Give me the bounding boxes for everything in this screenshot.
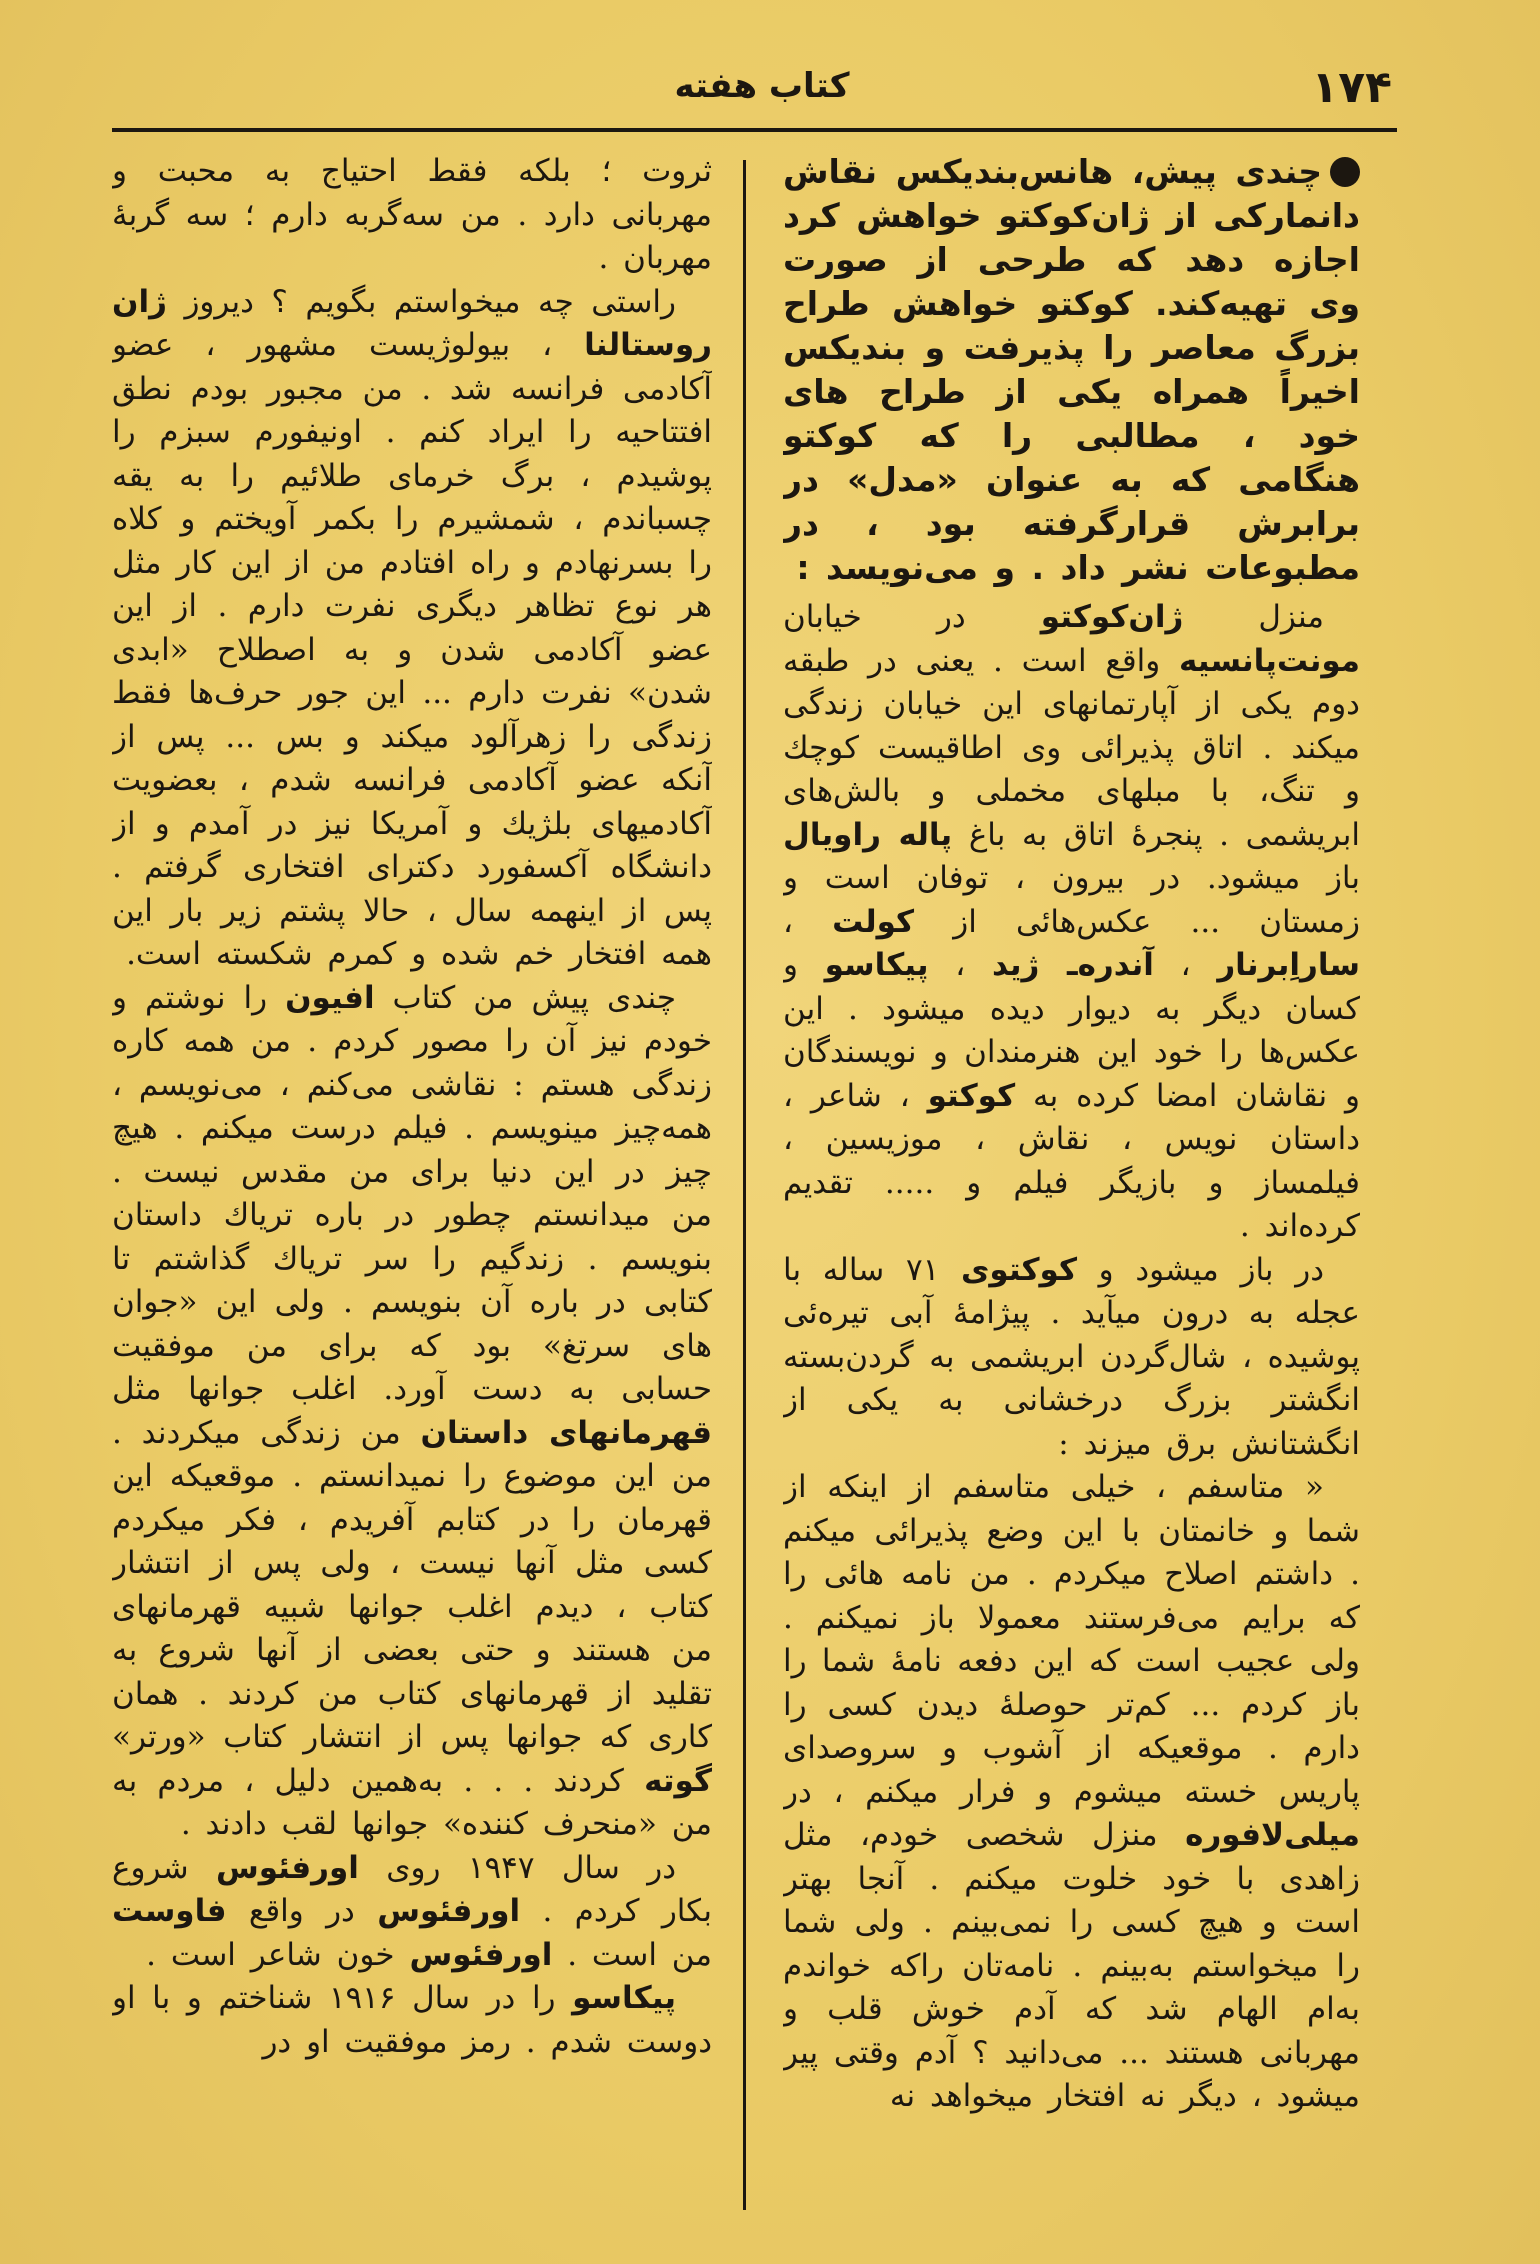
bold-name: فاوست <box>112 1893 227 1929</box>
bold-name: کوکتوی <box>960 1251 1077 1288</box>
paragraph: منزل ژان‌کوکتو در خیابان مونت‌پانسیه واقع است . یعنی در طبقه دوم یکی از آپارتمانهای این خیابان زندگی میکند . اتاق پذیرائی وی اطاقیست کوچك و تنگ، با مبلهای مخملی و بالش‌های ابریشمی . پنجرهٔ اتاق به باغ پاله راویال باز میشود. در بیرون ، توفان است و زمستان ... عکس‌هائی از کولت ، ساراِبرنار ، آندره‌ـ ژید ، پیکاسو و کسان دیگر به دیوار دیده میشود . این عکس‌ها را خود این هنرمندان و نویسندگان و نقاشان امضا کرده به کوکتو ، شاعر ، داستان نویس ، نقاش ، موزیسین ، فیلمساز و بازیگر فیلم و ..... تقدیم کرده‌اند . <box>783 599 1360 1244</box>
bold-name: افیون <box>285 979 375 1016</box>
lead-paragraph <box>783 150 1360 590</box>
paragraph: « متاسفم ، خیلی متاسفم از اینکه از شما و خانمتان با این وضع پذیرائی میکنم . داشتم اصلاح میکردم . من نامه هائی را که برایم می‌فرستند معمولا باز نمیکنم . ولی عجیب است که این دفعه نامهٔ شما را باز کردم ... کم‌تر حوصلهٔ دیدن کسی را دارم . موقعیکه از آشوب و سروصدای پاریس خسته میشوم و فرار میکنم ، در میلی‌لافوره منزل شخصی خودم، مثل زاهدی با خود خلوت میکنم . آنجا بهتر است و هیچ کسی را نمی‌بینم . ولی شما را میخواستم به‌بینم . نامه‌تان راکه خواندم به‌ام الهام شد که آدم خوش قلب و مهربانی هستند ... می‌دانید ؟ آدم وقتی پیر میشود ، دیگر نه افتخار میخواهد نه <box>783 1469 1360 2114</box>
paragraph: ثروت ؛ بلکه فقط احتیاج به محبت و مهربانی دارد . من سه‌گربه دارم ؛ سه گربهٔ مهربان . <box>112 153 712 276</box>
page-number: ۱۷۴ <box>1311 62 1392 113</box>
paragraph: راستی چه میخواستم بگویم ؟ دیروز ژان روستالنا ، بیولوژیست مشهور ، عضو آکادمی فرانسه شد . من مجبور بودم نطق افتتاحیه را ایراد کنم . اونیفورم سبزم را پوشیدم ، برگ خرمای طلائیم را به یقه چسباندم ، شمشیرم را بکمر آویختم و کلاه را بسرنهادم و راه افتادم من از این کار مثل هر نوع تظاهر دیگری نفرت دارم . از این عضو آکادمی شدن و به اصطلاح «ابدی شدن» نفرت دارم ... این جور حرف‌ها فقط زندگی را زهرآلود میکند و بس ... پس از آنکه عضو آکادمی فرانسه شدم ، بعضویت آکادمیهای بلژیك و آمریکا نیز در آمدم و از دانشگاه آکسفورد دکترای افتخاری گرفتم . پس از اینهمه سال ، حالا پشتم زیر بار این همه افتخار خم شده و کمرم شکسته است. <box>112 283 712 972</box>
bold-name: اورفئوس <box>215 1849 359 1886</box>
column-divider <box>743 160 746 2210</box>
bold-name: مونت‌پانسیه <box>1178 642 1360 679</box>
bold-name: کولت <box>832 903 915 940</box>
left-column <box>112 150 712 2230</box>
header-rule <box>112 128 1397 132</box>
bold-name: ژان‌کوکتو <box>1040 599 1184 635</box>
bullet-icon <box>1330 157 1360 187</box>
bold-name: پیکاسو <box>824 947 929 983</box>
paragraph: در سال ۱۹۴۷ روی اورفئوس شروع بکار کردم . اورفئوس در واقع فاوست من است . اورفئوس خون شاعر است . <box>112 1849 712 1973</box>
bold-name: ژان روستالنا <box>112 283 712 363</box>
page-header <box>112 58 1412 138</box>
paragraph: چندی پیش من کتاب افیون را نوشتم و خودم نیز آن را مصور کردم . من همه کاره زندگی هستم : نقاشی می‌کنم ، می‌نویسم ، همه‌چیز مینویسم . فیلم درست میکنم . هیچ چیز در این دنیا برای من مقدس نیست . من میدانستم چطور در باره تریاك داستان بنویسم . زندگیم را سر تریاك گذاشتم تا کتابی در باره آن بنویسم . ولی این «جوان های سرتغ» بود که برای من موفقیت حسابی به دست آورد. اغلب جوانها مثل قهرمانهای داستان من زندگی میکردند . من این موضوع را نمیدانستم . موقعیکه این قهرمان را در کتابم آفریدم ، فکر میکردم کسی مثل آنها نیست ، ولی پس از انتشار کتاب ، دیدم اغلب جوانها شبیه قهرمانهای من هستند و حتی بعضی از آنها شروع به تقلید از قهرمانهای کتاب من کردند . همان کاری که جوانها پس از انتشار کتاب «ورتر» گوته کردند . . . به‌همین دلیل ، مردم به من «منحرف کننده» جوانها لقب دادند . <box>112 979 712 1842</box>
bold-name: قهرمانهای داستان <box>420 1414 712 1451</box>
magazine-title: کتاب هفته <box>674 66 850 106</box>
bold-name: پیکاسو <box>572 1980 676 2016</box>
paragraph: پیکاسو را در سال ۱۹۱۶ شناختم و با او دوست شدم . رمز موفقیت او در <box>112 1980 712 2060</box>
lead-text: چندی پیش، هانس‌بندیکس نقاش دانمارکی از ژان‌کوکتو خواهش کرد اجازه دهد که طرحی از صورت وی تهیه‌کند. کوکتو خواهش طراح بزرگ معاصر را پذیرفت و بندیکس اخیراً همراه یکی از طراح های خود ، مطالبی را که کوکتو هنگامی که به عنوان «مدل» در برابرش قرارگرفته بود ، در مطبوعات نشر داد . و می‌نویسد : <box>783 152 1360 587</box>
right-column <box>783 150 1360 2230</box>
paragraph: در باز میشود و کوکتوی ۷۱ ساله با عجله به درون میآید . پیژامهٔ آبی تیره‌ئی پوشیده ، شال‌گردن ابریشمی به گردن‌بسته انگشتر بزرگ درخشانی به یکی از انگشتانش برق میزند : <box>783 1251 1360 1462</box>
bold-name: پاله راویال <box>783 816 953 853</box>
bold-name: اورفئوس <box>409 1936 553 1973</box>
bold-name: کوکتو <box>927 1077 1016 1114</box>
bold-name: آندره‌ـ ژید <box>991 947 1154 983</box>
bold-name: ساراِبرنار <box>1217 947 1360 983</box>
bold-name: میلی‌لافوره <box>1185 1817 1360 1853</box>
bold-name: اورفئوس <box>377 1893 521 1929</box>
bold-name: گوته <box>644 1762 712 1799</box>
